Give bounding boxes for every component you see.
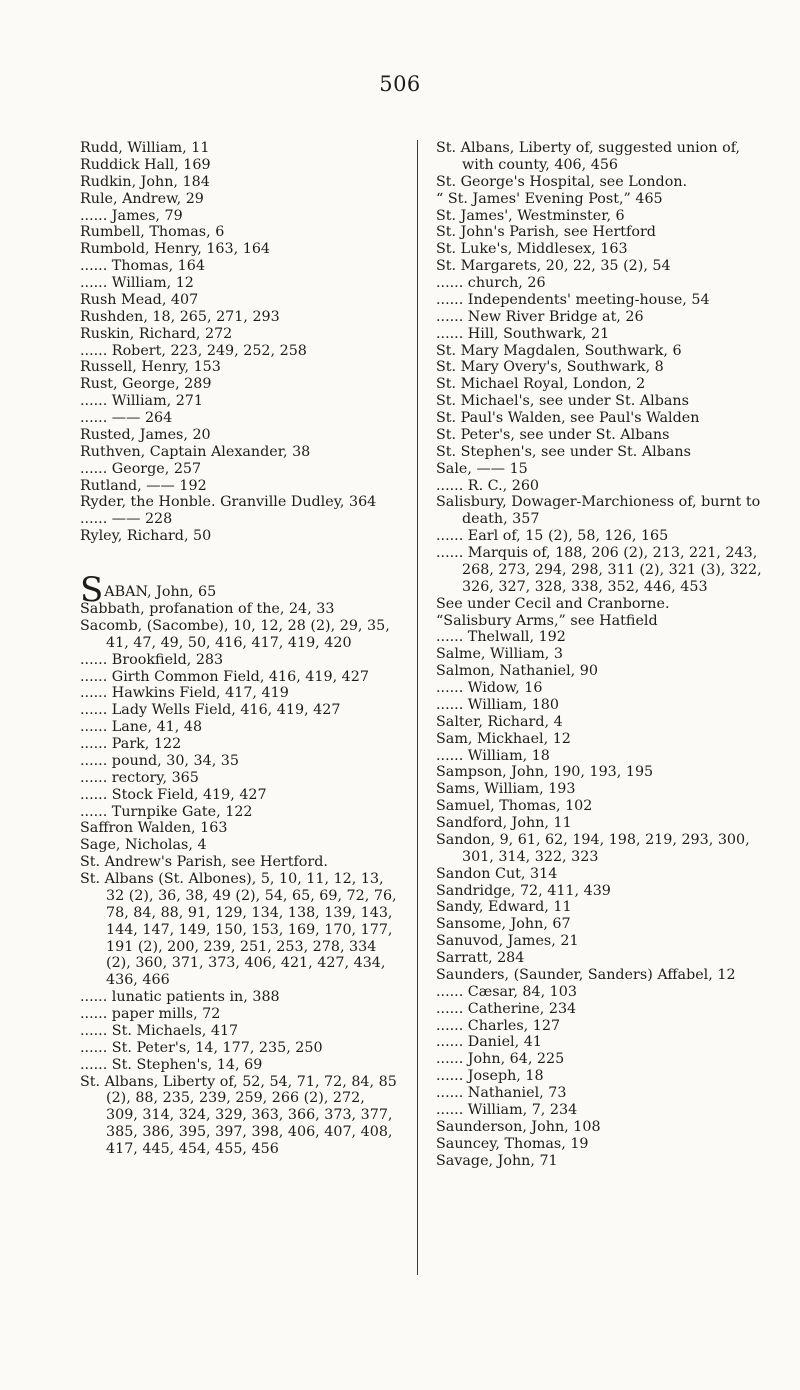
index-entry: ...... Charles, 127 <box>436 1017 561 1034</box>
index-entry: ...... R. C., 260 <box>436 477 540 494</box>
index-entry: St. Luke's, Middlesex, 163 <box>436 241 628 258</box>
index-entry: ...... William, 12 <box>80 275 194 291</box>
index-entry: Samuel, Thomas, 102 <box>436 798 593 815</box>
index-entry: “Salisbury Arms,” see Hatfield <box>436 612 658 629</box>
index-entry: Ruthven, Captain Alexander, 38 <box>80 443 311 460</box>
index-entry: ...... Nathaniel, 73 <box>436 1085 567 1101</box>
index-entry: Sandon Cut, 314 <box>436 865 558 882</box>
index-entry: Rutland, —— 192 <box>80 477 207 494</box>
index-entry: Sale, —— 15 <box>436 460 528 477</box>
index-entry: Sarratt, 284 <box>436 950 525 966</box>
index-entry: St. Peter's, see under St. Albans <box>436 426 670 443</box>
index-entry: Sampson, John, 190, 193, 195 <box>436 764 654 781</box>
index-entry: Sauncey, Thomas, 19 <box>436 1135 589 1152</box>
index-entry: St. Stephen's, see under St. Albans <box>436 443 691 460</box>
index-entry: ...... Widow, 16 <box>436 680 543 696</box>
index-entry: ...... Thomas, 164 <box>80 258 205 275</box>
index-entry: ...... Hawkins Field, 417, 419 <box>80 685 289 702</box>
index-entry: ...... Stock Field, 419, 427 <box>80 786 267 803</box>
index-entry: ...... George, 257 <box>80 460 202 477</box>
index-entry: Salmon, Nathaniel, 90 <box>436 663 598 680</box>
index-entry: Saunders, (Saunder, Sanders) Affabel, 12 <box>436 966 736 983</box>
index-entry: St. George's Hospital, see London. <box>436 173 688 190</box>
index-entry: ...... Lady Wells Field, 416, 419, 427 <box>80 702 341 719</box>
index-entry: Sam, Mickhael, 12 <box>436 730 571 747</box>
index-column-right <box>436 140 770 1169</box>
index-entry: ...... lunatic patients in, 388 <box>80 989 280 1006</box>
index-entry: ...... William, 7, 234 <box>436 1101 578 1118</box>
index-entry: ...... Cæsar, 84, 103 <box>436 983 577 1000</box>
index-entry: Rust, George, 289 <box>80 376 212 393</box>
index-entry: St. Mary Overy's, Southwark, 8 <box>436 359 664 376</box>
index-entry: Sabbath, profanation of the, 24, 33 <box>80 601 335 617</box>
index-entry: St. Albans (St. Albones), 5, 10, 11, 12, 13, 32 (2), 36, 38, 49 (2), 54, 65, 69, 72, 76, 78, 84, 88, 91, 129, 134, 138, 139, 143, 144, 147, 149, 150, 153, 169, 170, 177, 191 (2), 200, 239, 251, 253, 278, 334 (2), 360, 371, 373, 406, 421, 427, 434, 436, 466 <box>80 871 397 989</box>
index-entry: St. John's Parish, see Hertford <box>436 224 656 241</box>
index-entry: St. Michael Royal, London, 2 <box>436 376 646 393</box>
index-entry: ...... Girth Common Field, 416, 419, 427 <box>80 668 369 685</box>
index-entry: St. James', Westminster, 6 <box>436 207 625 224</box>
index-entry: ...... St. Stephen's, 14, 69 <box>80 1056 263 1073</box>
index-entry: ...... Lane, 41, 48 <box>80 719 203 736</box>
index-entry: Salter, Richard, 4 <box>436 713 563 730</box>
index-entry: ...... —— 228 <box>80 511 173 528</box>
index-entry: Rusted, James, 20 <box>80 426 211 443</box>
index-entry: Ruddick Hall, 169 <box>80 156 211 173</box>
index-column-left <box>80 140 400 1158</box>
index-entry: ...... Independents' meeting-house, 54 <box>436 291 710 308</box>
index-entry: ...... Hill, Southwark, 21 <box>436 325 610 342</box>
index-entry: St. Mary Magdalen, Southwark, 6 <box>436 342 682 359</box>
index-entry: ...... Catherine, 234 <box>436 1000 577 1017</box>
index-entry: ...... Turnpike Gate, 122 <box>80 803 253 820</box>
index-entry: St. Albans, Liberty of, suggested union of, with county, 406, 456 <box>436 140 741 173</box>
index-entry: Rudkin, John, 184 <box>80 173 210 190</box>
index-entry: Ryley, Richard, 50 <box>80 528 212 545</box>
index-entry: Russell, Henry, 153 <box>80 359 221 376</box>
index-entry: Rudd, William, 11 <box>80 140 210 156</box>
index-entry: Ryder, the Honble. Granville Dudley, 364 <box>80 494 377 511</box>
index-entry: ...... Park, 122 <box>80 736 182 752</box>
index-entry: Sanuvod, James, 21 <box>436 933 579 950</box>
index-entry: See under Cecil and Cranborne. <box>436 595 670 612</box>
index-entry: ...... pound, 30, 34, 35 <box>80 752 239 769</box>
index-entry: ...... Earl of, 15 (2), 58, 126, 165 <box>436 528 669 545</box>
index-entry: Sage, Nicholas, 4 <box>80 837 207 854</box>
index-entry: ...... St. Michaels, 417 <box>80 1022 239 1039</box>
column-divider <box>417 140 418 1275</box>
index-entry: ...... New River Bridge at, 26 <box>436 308 644 325</box>
index-entry: ...... William, 18 <box>436 747 550 764</box>
index-entry: ...... William, 180 <box>436 696 560 713</box>
index-entry: ...... James, 79 <box>80 207 183 224</box>
index-entry: Saunderson, John, 108 <box>436 1118 601 1135</box>
index-entry: ...... church, 26 <box>436 275 546 291</box>
index-entry: ...... St. Peter's, 14, 177, 235, 250 <box>80 1039 323 1056</box>
index-entry: SABAN, John, 65 <box>80 570 217 610</box>
index-entry: Sandy, Edward, 11 <box>436 899 572 916</box>
index-entry: Rush Mead, 407 <box>80 291 199 308</box>
index-entry: ...... Brookfield, 283 <box>80 651 224 668</box>
index-entry: Ruskin, Richard, 272 <box>80 325 233 342</box>
index-entry: Rule, Andrew, 29 <box>80 190 204 207</box>
index-entry: Saffron Walden, 163 <box>80 820 228 837</box>
index-entry: Savage, John, 71 <box>436 1152 558 1169</box>
page-number: 506 <box>379 72 421 96</box>
section-gap <box>80 545 400 579</box>
index-entry: Sams, William, 193 <box>436 781 576 798</box>
index-entry: Salme, William, 3 <box>436 646 563 663</box>
index-entry: ...... Thelwall, 192 <box>436 629 566 646</box>
index-entry: ...... Daniel, 41 <box>436 1034 542 1051</box>
index-entry: St. Margarets, 20, 22, 35 (2), 54 <box>436 258 671 275</box>
index-entry: St. Paul's Walden, see Paul's Walden <box>436 410 700 426</box>
index-entry: Sacomb, (Sacombe), 10, 12, 28 (2), 29, 35, 41, 47, 49, 50, 416, 417, 419, 420 <box>80 617 390 651</box>
index-entry: St. Albans, Liberty of, 52, 54, 71, 72, 84, 85 (2), 88, 235, 239, 259, 266 (2), 272, 309, 314, 324, 329, 363, 366, 373, 377, 385, 386, 395, 397, 398, 406, 407, 408, 417, 445, 454, 455, 456 <box>80 1073 397 1157</box>
index-entry: ...... Joseph, 18 <box>436 1068 544 1085</box>
index-entry: ...... William, 271 <box>80 393 204 410</box>
index-entry: St. Michael's, see under St. Albans <box>436 393 689 410</box>
index-entry: St. Andrew's Parish, see Hertford. <box>80 854 328 871</box>
index-entry: ...... John, 64, 225 <box>436 1051 565 1068</box>
index-entry: Rumbold, Henry, 163, 164 <box>80 241 271 258</box>
index-entry: Rushden, 18, 265, 271, 293 <box>80 308 280 325</box>
index-entry: Sansome, John, 67 <box>436 916 571 933</box>
index-entry: Sandford, John, 11 <box>436 815 572 831</box>
index-entry: “ St. James' Evening Post,” 465 <box>436 190 663 207</box>
index-entry: Sandridge, 72, 411, 439 <box>436 882 611 899</box>
index-entry: ...... rectory, 365 <box>80 769 199 786</box>
index-entry: ...... paper mills, 72 <box>80 1006 221 1022</box>
index-entry: Rumbell, Thomas, 6 <box>80 224 225 241</box>
index-entry: ...... Robert, 223, 249, 252, 258 <box>80 342 307 359</box>
index-entry: Salisbury, Dowager-Marchioness of, burnt to death, 357 <box>436 494 761 528</box>
index-entry: ...... —— 264 <box>80 410 173 426</box>
index-entry: ...... Marquis of, 188, 206 (2), 213, 221, 243, 268, 273, 294, 298, 311 (2), 321 (3), 322, 326, 327, 328, 338, 352, 446, 453 <box>436 545 762 595</box>
index-entry: Sandon, 9, 61, 62, 194, 198, 219, 293, 300, 301, 314, 322, 323 <box>436 831 750 865</box>
